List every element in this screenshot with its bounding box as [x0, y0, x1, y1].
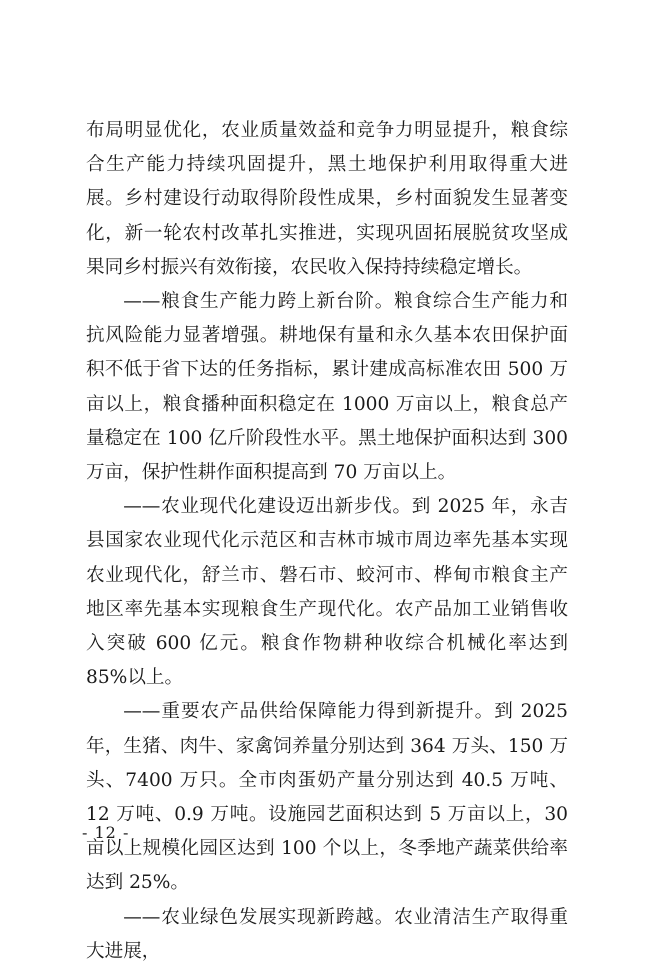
paragraph-continuation: 布局明显优化，农业质量效益和竞争力明显提升，粮食综合生产能力持续巩固提升，黑土地保护利用取得重大进展。乡村建设行动取得阶段性成果，乡村面貌发生显著变化，新一轮农村改革扎实推进，实现巩固拓展脱贫攻坚成果同乡村振兴有效衔接，农民收入保持持续稳定增长。 [86, 120, 568, 278]
page-number: - 12 - [82, 823, 130, 842]
paragraph-agricultural-modernization: ——农业现代化建设迈出新步伐。到 2025 年，永吉县国家农业现代化示范区和吉林市城市周边率先基本实现农业现代化，舒兰市、磐石市、蛟河市、桦甸市粮食主产地区率先基本实现粮食生产现代化。农产品加工业销售收入突破 600 亿元。粮食作物耕种收综合机械化率达到 85%以上。 [86, 496, 568, 689]
paragraph-product-supply: ——重要农产品供给保障能力得到新提升。到 2025 年，生猪、肉牛、家禽饲养量分别达到 364 万头、150 万头、7400 万只。全市肉蛋奶产量分别达到 40.5 万吨、12 万吨、0.9 万吨。设施园艺面积达到 5 万亩以上，30 亩以上规模化园区达到 100 个以上，冬季地产蔬菜供给率达到 25%。 [86, 701, 568, 894]
paragraph-green-development: ——农业绿色发展实现新跨越。农业清洁生产取得重大进展， [86, 906, 568, 962]
body-text [86, 114, 568, 969]
paragraph-grain-production: ——粮食生产能力跨上新台阶。粮食综合生产能力和抗风险能力显著增强。耕地保有量和永久基本农田保护面积不低于省下达的任务指标，累计建成高标准农田 500 万亩以上，粮食播种面积稳定在 1000 万亩以上，粮食总产量稳定在 100 亿斤阶段性水平。黑土地保护面积达到 300 万亩，保护性耕作面积提高到 70 万亩以上。 [86, 291, 568, 484]
